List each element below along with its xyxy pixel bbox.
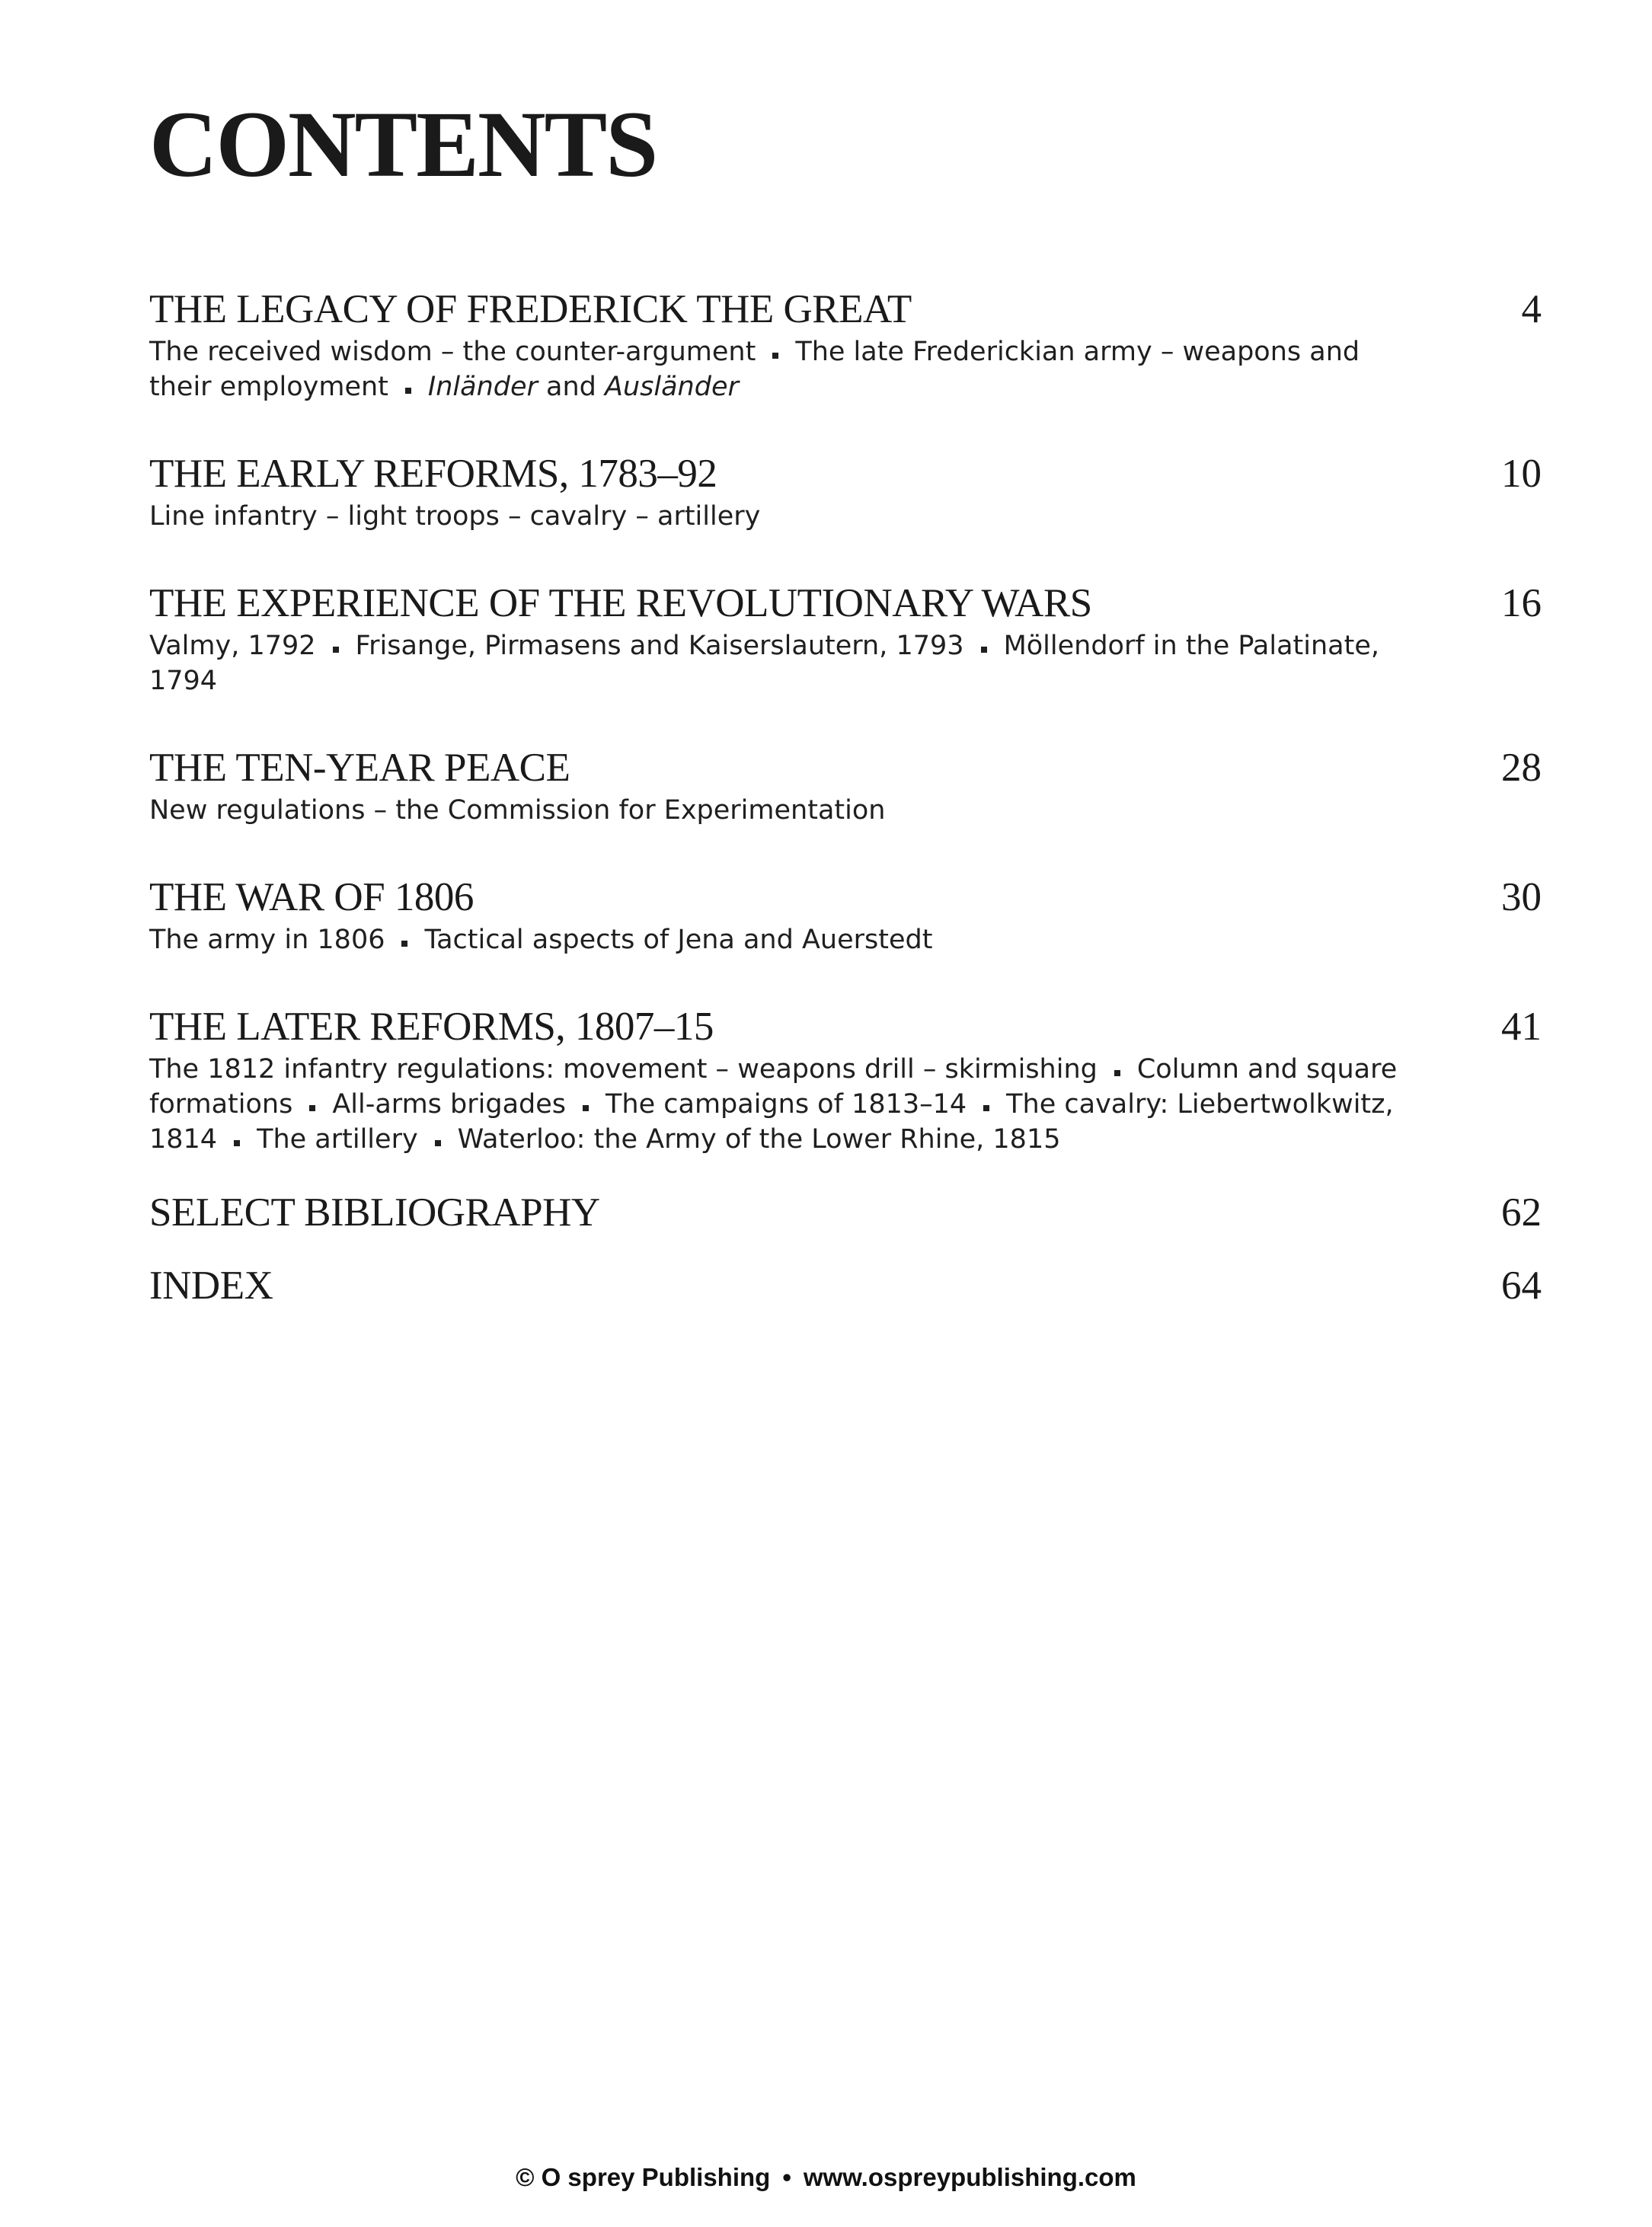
- toc-subtopic: [458, 1124, 1061, 1155]
- bullet-separator-icon: [234, 1140, 240, 1146]
- toc-subtopic: [606, 1089, 967, 1120]
- bullet-separator-icon: [333, 647, 339, 653]
- subtopic-text: New regulations – the Commission for Experimentation: [149, 795, 886, 826]
- toc-entry-description: [149, 1052, 1398, 1157]
- toc-entry-header: [149, 872, 1542, 922]
- toc-entry-page-number: 62: [1501, 1190, 1542, 1235]
- toc-entry-page-number: 64: [1501, 1264, 1542, 1308]
- toc-entry-title[interactable]: THE EARLY REFORMS, 1783–92: [149, 452, 717, 496]
- subtopic-text: and: [537, 372, 606, 402]
- toc-entry-title[interactable]: THE LATER REFORMS, 1807–15: [149, 1005, 714, 1049]
- toc-entry-title[interactable]: THE LEGACY OF FREDERICK THE GREAT: [149, 287, 912, 331]
- toc-entry-title[interactable]: INDEX: [149, 1264, 273, 1308]
- toc-entry-description: [149, 334, 1398, 404]
- subtopic-text: The army in 1806: [149, 925, 385, 955]
- toc-subtopic: [332, 1089, 566, 1120]
- toc-entry-header: [149, 449, 1542, 499]
- toc-entry-page-number: 16: [1501, 581, 1542, 625]
- subtopic-text: Column and square formations: [149, 1054, 1398, 1120]
- toc-subtopic: [356, 631, 964, 661]
- subtopic-text: Line infantry – light troops – cavalry – artillery: [149, 501, 761, 532]
- toc-entry-page-number: 4: [1521, 287, 1542, 331]
- toc-entry-description: [149, 922, 1398, 957]
- toc-entry-page-number: 28: [1501, 746, 1542, 790]
- toc-entry-header: [149, 1002, 1542, 1052]
- bullet-separator-icon: [309, 1105, 315, 1111]
- page-title: CONTENTS: [149, 92, 657, 196]
- subtopic-italic-text: Ausländer: [605, 372, 739, 402]
- toc-entry-title[interactable]: SELECT BIBLIOGRAPHY: [149, 1190, 600, 1235]
- toc-subtopic: [257, 1124, 418, 1155]
- toc-entry-description: [149, 628, 1398, 698]
- table-of-contents: [149, 284, 1542, 1311]
- toc-subtopic: [424, 925, 932, 955]
- toc-subtopic: [149, 337, 756, 367]
- toc-entry[interactable]: [149, 1002, 1542, 1157]
- bullet-separator-icon: [1114, 1070, 1120, 1076]
- bullet-separator-icon: [401, 941, 407, 947]
- subtopic-text: Valmy, 1792: [149, 631, 316, 661]
- toc-entry-description: [149, 499, 1398, 534]
- toc-subtopic: [149, 795, 885, 826]
- toc-subtopic: [149, 501, 760, 532]
- bullet-separator-icon: [983, 1105, 989, 1111]
- bullet-separator-icon: [772, 353, 778, 359]
- subtopic-text: The 1812 infantry regulations: movement – weapons drill – skirmishing: [149, 1054, 1098, 1085]
- subtopic-text: The artillery: [257, 1124, 418, 1155]
- subtopic-italic-text: Inländer: [427, 372, 538, 402]
- toc-entry-header: [149, 284, 1542, 334]
- toc-entry-page-number: 41: [1501, 1005, 1542, 1049]
- toc-entry[interactable]: [149, 578, 1542, 698]
- bullet-separator-icon: [405, 388, 411, 394]
- subtopic-text: Frisange, Pirmasens and Kaiserslautern, 1793: [355, 631, 964, 661]
- toc-entry[interactable]: [149, 743, 1542, 828]
- toc-entry-description: [149, 793, 1398, 828]
- publisher-name: O sprey Publishing: [541, 2163, 771, 2191]
- footer: [0, 2163, 1652, 2192]
- copyright-symbol: ©: [516, 2163, 535, 2191]
- toc-entry-header: [149, 1260, 1542, 1311]
- toc-entry-title[interactable]: THE TEN-YEAR PEACE: [149, 746, 570, 790]
- bullet-separator-icon: [435, 1140, 441, 1146]
- toc-entry[interactable]: [149, 284, 1542, 404]
- toc-entry[interactable]: [149, 1187, 1542, 1238]
- toc-entry-title[interactable]: THE WAR OF 1806: [149, 875, 474, 919]
- toc-entry-page-number: 10: [1501, 452, 1542, 496]
- subtopic-text: Möllendorf in the Palatinate, 1794: [149, 631, 1380, 696]
- toc-subtopic: [428, 372, 739, 402]
- subtopic-text: The received wisdom – the counter-argument: [149, 337, 756, 367]
- publisher-website-link[interactable]: www.ospreypublishing.com: [803, 2163, 1136, 2191]
- toc-subtopic: [149, 925, 385, 955]
- toc-entry-header: [149, 578, 1542, 628]
- bullet-separator-icon: [981, 647, 987, 653]
- toc-entry[interactable]: [149, 449, 1542, 534]
- toc-subtopic: [149, 1054, 1098, 1085]
- subtopic-text: The cavalry: Liebertwolkwitz, 1814: [149, 1089, 1394, 1155]
- toc-entry-header: [149, 1187, 1542, 1238]
- toc-entry-header: [149, 743, 1542, 793]
- toc-entry-title[interactable]: THE EXPERIENCE OF THE REVOLUTIONARY WARS: [149, 581, 1092, 625]
- toc-entry[interactable]: [149, 872, 1542, 957]
- footer-separator: •: [782, 2163, 791, 2191]
- subtopic-text: The campaigns of 1813–14: [606, 1089, 967, 1120]
- toc-entry[interactable]: [149, 1260, 1542, 1311]
- subtopic-text: The late Frederickian army – weapons and their employment: [149, 337, 1360, 402]
- toc-subtopic: [149, 631, 316, 661]
- toc-entry-page-number: 30: [1501, 875, 1542, 919]
- subtopic-text: Tactical aspects of Jena and Auerstedt: [424, 925, 933, 955]
- bullet-separator-icon: [583, 1105, 589, 1111]
- subtopic-text: Waterloo: the Army of the Lower Rhine, 1815: [457, 1124, 1061, 1155]
- subtopic-text: All-arms brigades: [332, 1089, 567, 1120]
